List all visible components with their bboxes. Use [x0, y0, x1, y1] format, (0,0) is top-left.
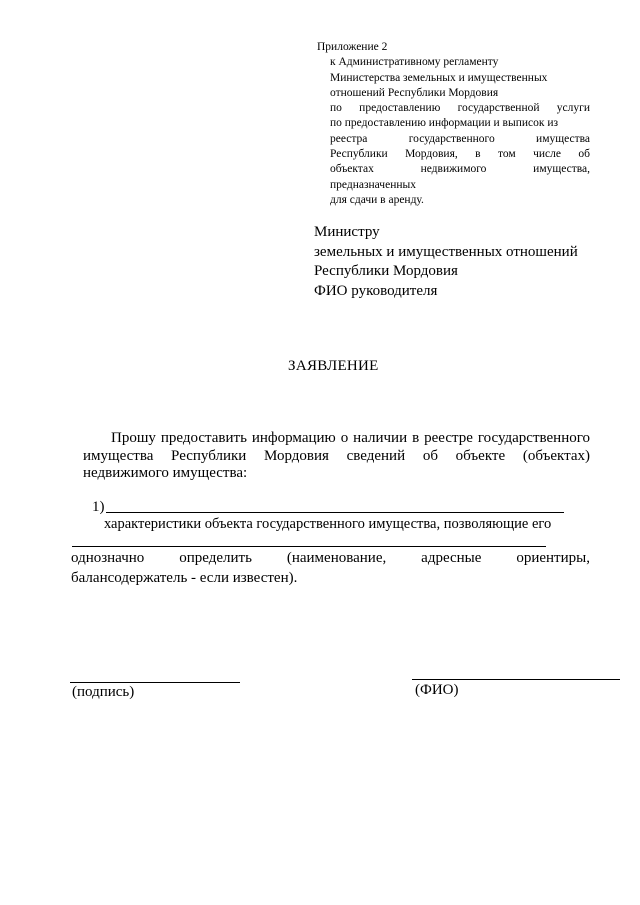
- addressee-line: Министру: [314, 224, 380, 240]
- signature-line[interactable]: [70, 682, 240, 683]
- hint-word: (наименование,: [286, 550, 387, 566]
- document-title: ЗАЯВЛЕНИЕ: [288, 358, 379, 374]
- annex-line: предназначенных: [330, 178, 416, 191]
- addressee-line: Республики Мордовия: [314, 263, 458, 279]
- hint-line: балансодержатель - если известен).: [71, 569, 298, 586]
- addressee-line: земельных и имущественных отношений: [314, 243, 578, 260]
- request-paragraph: Прошу предоставить информацию о наличии в реестре государственного имущества Республики Мордовия сведений об объекте (объектах) недвижимого имущества:: [83, 430, 590, 481]
- field-hint-continued: [71, 549, 590, 588]
- annex-line: объектах недвижимого имущества,: [330, 163, 590, 176]
- annex-line: по предоставлению информации и выписок из: [330, 117, 559, 130]
- item-number: 1): [92, 499, 105, 515]
- annex-line: Республики Мордовия, в том числе об: [330, 148, 590, 161]
- annex-line: Приложение 2: [317, 41, 388, 53]
- hint-word: однозначно: [71, 550, 145, 566]
- name-line[interactable]: [412, 679, 620, 680]
- annex-line: отношений Республики Мордовия: [330, 86, 499, 99]
- hint-word: ориентиры,: [516, 550, 590, 566]
- annex-line: реестра государственного имущества: [330, 132, 590, 145]
- name-label: (ФИО): [415, 682, 459, 698]
- annex-line: Министерства земельных и имущественных: [330, 71, 548, 84]
- annex-line: для сдачи в аренду.: [330, 193, 424, 206]
- item-fill-line[interactable]: [106, 512, 564, 513]
- field-hint: характеристики объекта государственного имущества, позволяющие его: [104, 516, 552, 532]
- item-fill-line-2[interactable]: [72, 546, 546, 547]
- signature-label: (подпись): [72, 684, 135, 700]
- annex-line: к Административному регламенту: [330, 56, 499, 69]
- annex-line: по предоставлению государственной услуги: [330, 102, 590, 115]
- annex-header: [317, 40, 590, 208]
- addressee-line: ФИО руководителя: [314, 282, 438, 299]
- addressee-block: [314, 223, 578, 301]
- hint-word: адресные: [421, 550, 482, 566]
- hint-word: определить: [179, 550, 252, 566]
